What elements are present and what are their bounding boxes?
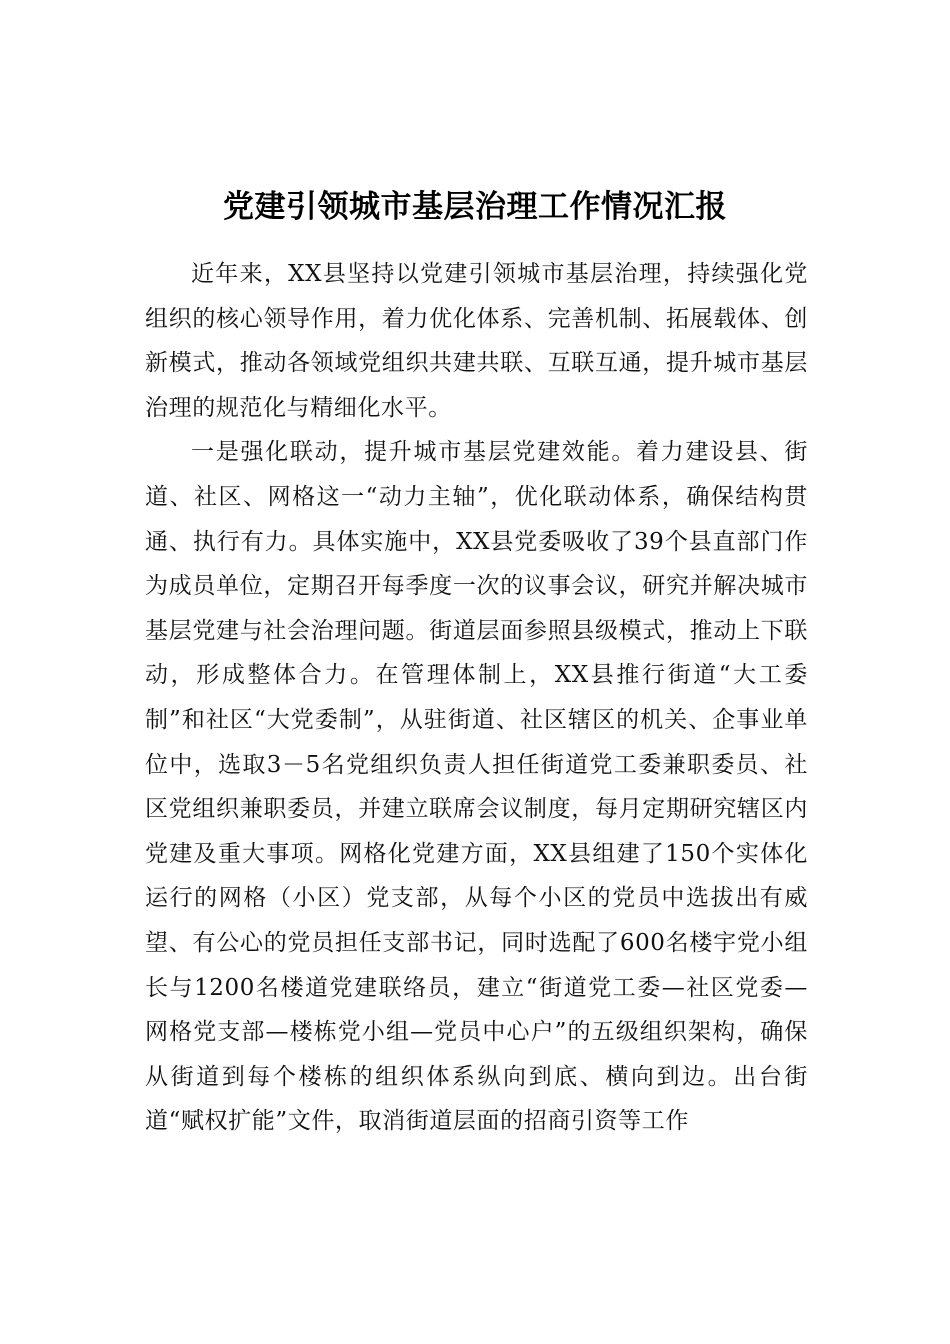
document-body bbox=[145, 252, 808, 1144]
paragraph-section-one: 一是强化联动，提升城市基层党建效能。着力建设县、街道、社区、网格这一“动力主轴”，优化联动体系，确保结构贯通、执行有力。具体实施中，XX县党委吸收了39个县直部门作为成员单位，定期召开每季度一次的议事会议，研究并解决城市基层党建与社会治理问题。街道层面参照县级模式，推动上下联动，形成整体合力。在管理体制上，XX县推行街道“大工委制”和社区“大党委制”，从驻街道、社区辖区的机关、企事业单位中，选取3－5名党组织负责人担任街道党工委兼职委员、社区党组织兼职委员，并建立联席会议制度，每月定期研究辖区内党建及重大事项。网格化党建方面，XX县组建了150个实体化运行的网格（小区）党支部，从每个小区的党员中选拔出有威望、有公心的党员担任支部书记，同时选配了600名楼宇党小组长与1200名楼道党建联络员，建立“街道党工委—社区党委—网格党支部—楼栋党小组—党员中心户”的五级组织架构，确保从街道到每个楼栋的组织体系纵向到底、横向到边。出台街道“赋权扩能”文件，取消街道层面的招商引资等工作 bbox=[145, 439, 808, 1135]
paragraph-intro: 近年来，XX县坚持以党建引领城市基层治理，持续强化党组织的核心领导作用，着力优化体系、完善机制、拓展载体、创新模式，推动各领域党组织共建共联、互联互通，提升城市基层治理的规范化与精细化水平。 bbox=[145, 261, 808, 421]
document-title: 党建引领城市基层治理工作情况汇报 bbox=[223, 188, 727, 225]
